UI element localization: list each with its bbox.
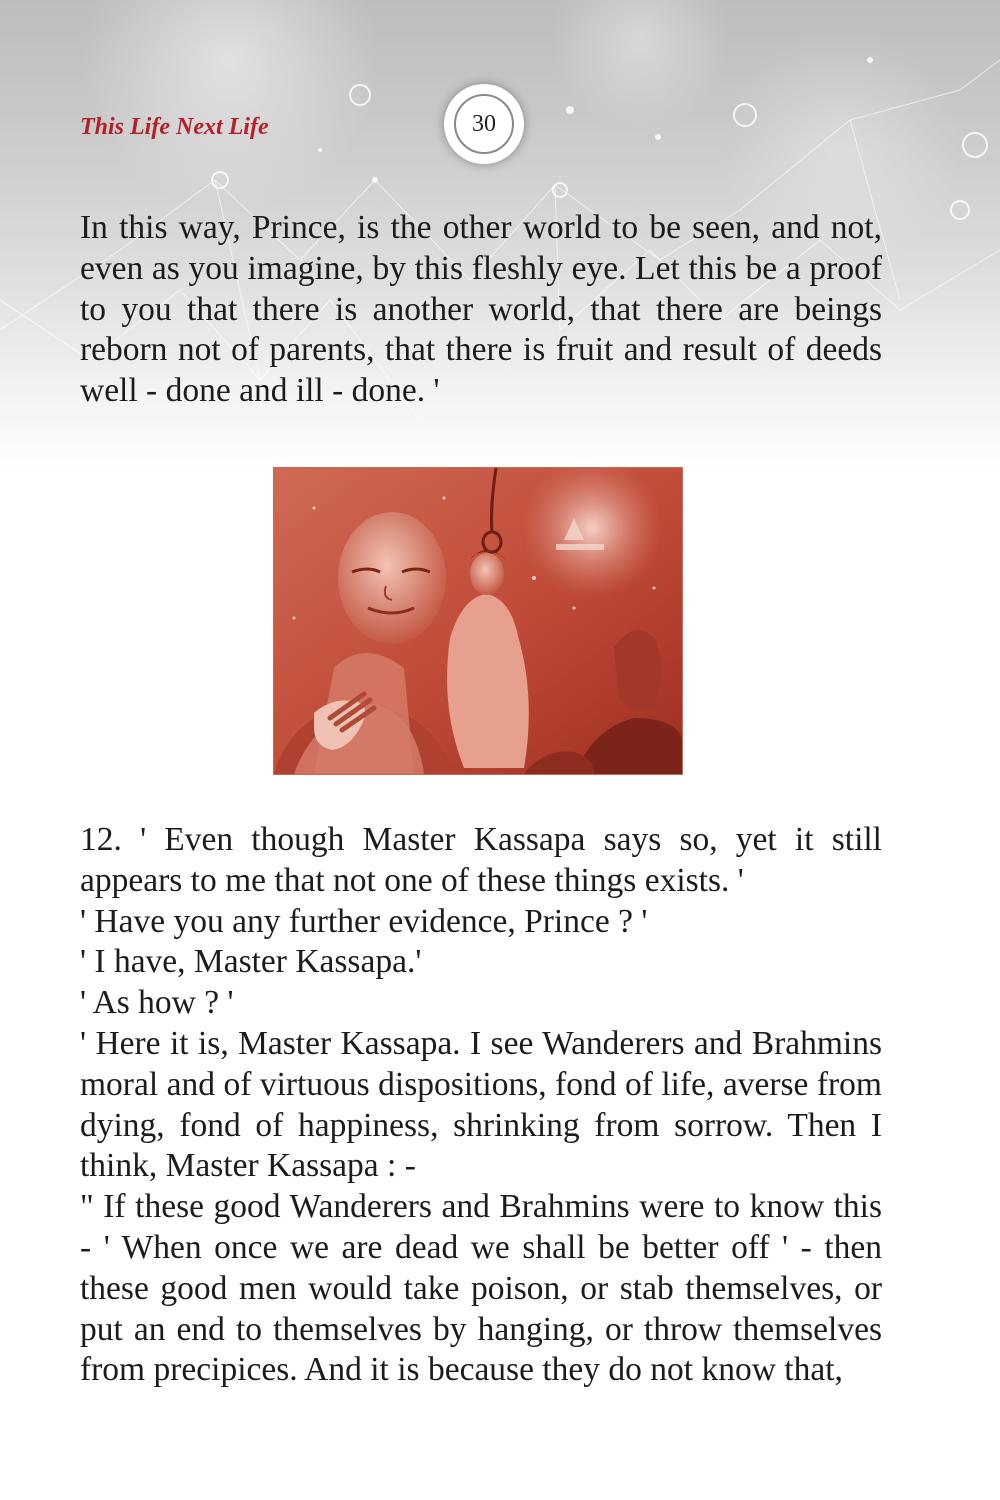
illustration-monk-and-hanging-figure: [273, 467, 683, 775]
illustration-image: [274, 468, 682, 774]
line-6: " If these good Wanderers and Brahmins were to know this - ' When once we are dead we shall be better off ' - then these good men would take poison, or stab themselves, or put an end to themselves by hanging, or throw themselves from precipices. And it is because they do not know that,: [80, 1188, 882, 1389]
page-number-badge: [444, 84, 524, 164]
page-number: 30: [454, 94, 514, 154]
line-1: 12. ' Even though Master Kassapa says so, yet it still appears to me that not one of these things exists. ': [80, 821, 882, 899]
line-2: ' Have you any further evidence, Prince ? ': [80, 902, 648, 940]
line-5: ' Here it is, Master Kassapa. I see Wanderers and Brahmins moral and of virtuous dispositions, fond of life, averse from dying, fond of happiness, shrinking from sorrow. Then I think, Master Kassapa : -: [80, 1024, 882, 1185]
text-block: [80, 820, 882, 1391]
line-3: ' I have, Master Kassapa.': [80, 943, 422, 981]
line-4: ' As how ? ': [80, 984, 234, 1022]
intro-paragraph: In this way, Prince, is the other world to be seen, and not, even as you imagine, by this fleshly eye. Let this be a proof to you that there is another world, that there are beings reborn not of parents, that there is fruit and result of deeds well - done and ill - done. ': [80, 209, 882, 410]
running-title: This Life Next Life: [80, 114, 269, 140]
